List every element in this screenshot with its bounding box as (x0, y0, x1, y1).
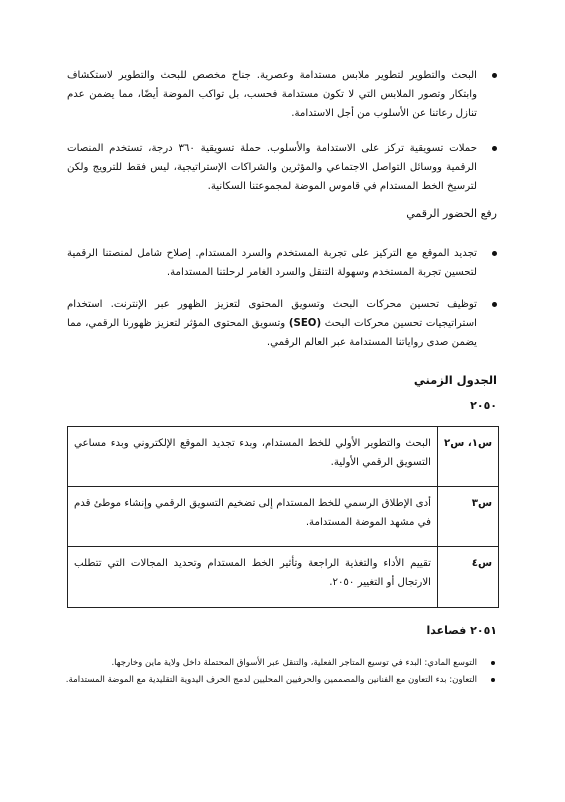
list-item (67, 244, 497, 282)
bullet-icon (492, 146, 497, 151)
digital-presence-list (67, 244, 497, 352)
seo-text-before: توظيف تحسين محركات البحث وتسويق المحتوى لتعزيز الظهور عبر الإنترنت. استخدام استراتيجيات تحسين محركات البحث (67, 299, 477, 329)
list-item-text: حملات تسويقية تركز على الاستدامة والأسلوب. حملة تسويقية ٣٦٠ درجة، تستخدم المنصات الرقمية ووسائل التواصل الاجتماعي والمؤثرين والشراكات الإستراتيجية، ليس فقط للترويج ولكن لترسيخ الخط المستدام في قاموس الموضة لمجموعتنا السكانية. (67, 143, 477, 192)
list-item (57, 672, 497, 689)
bullet-icon (491, 661, 495, 665)
bullet-icon (492, 302, 497, 307)
description-cell: تقييم الأداء والتغذية الراجعة وتأثير الخط المستدام وتحديد المجالات التي تتطلب الارتجال أو التغيير ٢٠٥٠. (68, 547, 438, 608)
seo-abbreviation: (SEO) (288, 318, 322, 329)
seo-text-after: وتسويق المحتوى المؤثر لتعزيز ظهورنا الرقمي، مما يضمن صدى رواياتنا المستدامة عبر العالم الرقمي. (67, 318, 477, 348)
description-cell: أدى الإطلاق الرسمي للخط المستدام إلى تضخيم التسويق الرقمي وإنشاء موطئ قدم في مشهد الموضة المستدامة. (68, 487, 438, 547)
description-cell: البحث والتطوير الأولي للخط المستدام، وبدء تجديد الموقع الإلكتروني وبدء مساعي التسويق الرقمي الأولية. (68, 427, 438, 487)
bullet-icon (492, 73, 497, 78)
list-item-text: البحث والتطوير لتطوير ملابس مستدامة وعصرية. جناح مخصص للبحث والتطوير لاستكشاف وابتكار وتصور الملابس التي لا تكون مستدامة فحسب، بل تواكب الموضة أيضًا، مما يضمن عدم تنازل رعاتنا عن الأسلوب من أجل الاستدامة. (67, 70, 477, 119)
bullet-icon (492, 251, 497, 256)
quarter-cell: س٣ (438, 487, 499, 547)
list-item (67, 295, 497, 352)
list-item-text (67, 299, 477, 348)
table-row (68, 547, 499, 608)
quarter-cell: س١، س٢ (438, 427, 499, 487)
quarter-cell: س٤ (438, 547, 499, 608)
future-year-heading: ٢٠٥١ فصاعدا (426, 624, 497, 637)
timeline-table (67, 426, 499, 608)
list-item-text: التعاون: بدء التعاون مع الفنانين والمصممين والحرفيين المحليين لدمج الحرف اليدوية التقليدية مع الموضة المستدامة. (65, 675, 477, 685)
list-item (67, 66, 497, 123)
future-plans-list (57, 655, 497, 689)
list-item (57, 655, 497, 672)
list-item (67, 139, 497, 196)
bullet-icon (491, 678, 495, 682)
list-item-text: التوسع المادي: البدء في توسيع المتاجر الفعلية، والتنقل عبر الأسواق المحتملة داخل ولاية ماين وخارجها. (111, 658, 477, 668)
table-row (68, 487, 499, 547)
timeline-year: ٢٠٥٠ (470, 399, 497, 412)
table-row (68, 427, 499, 487)
research-marketing-list (67, 66, 497, 196)
digital-presence-heading: رفع الحضور الرقمي (406, 207, 497, 220)
list-item-text: تجديد الموقع مع التركيز على تجربة المستخدم والسرد المستدام. إصلاح شامل لمنصتنا الرقمية لتحسين تجربة المستخدم وسهولة التنقل والسرد الغامر لرحلتنا المستدامة. (67, 248, 477, 278)
timeline-heading: الجدول الزمني (413, 373, 497, 387)
